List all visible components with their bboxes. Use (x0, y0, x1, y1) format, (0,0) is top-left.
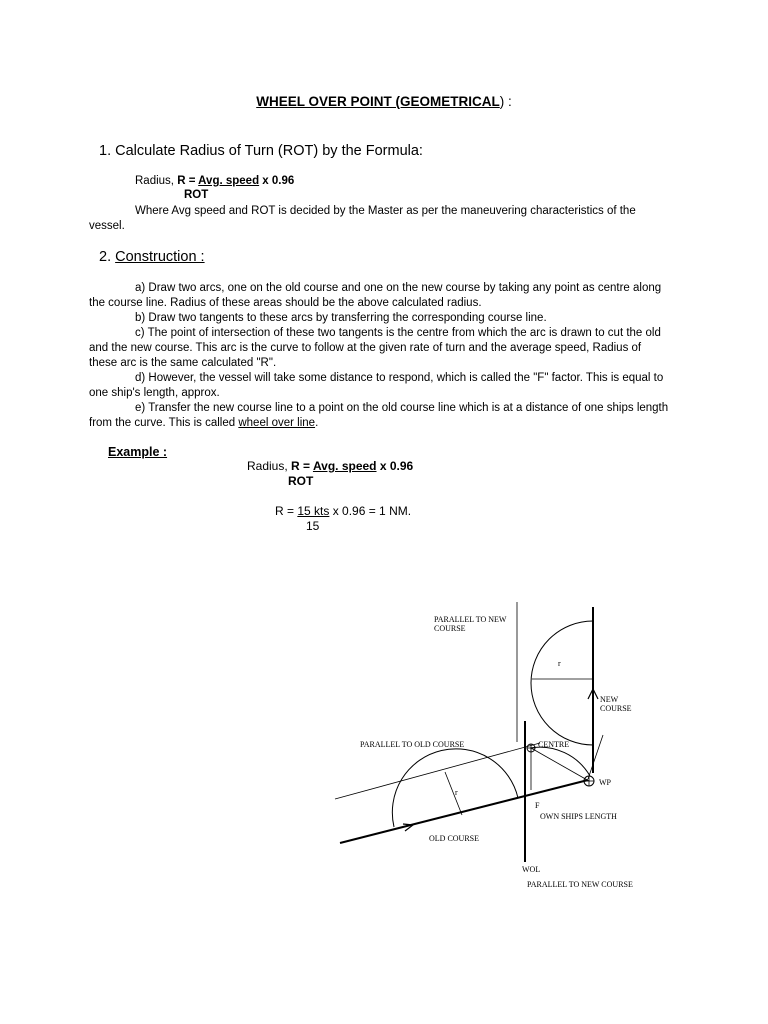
example-calculation: R = 15 kts x 0.96 = 1 NM. (275, 504, 412, 518)
label-r-top: r (558, 659, 561, 668)
centre-radius-wp (531, 748, 589, 781)
step1-formula: Radius, R = Avg. speed x 0.96 (135, 175, 295, 187)
label-own-ship-length: OWN SHIPS LENGTH (540, 812, 617, 821)
example-calculation-denominator: 15 (306, 519, 320, 533)
label-parallel-new-2: COURSE (434, 624, 466, 633)
construction-step-c: c) The point of intersection of these two tangents is the centre from which the arc is drawn to cut the old and the new course. This arc is the curve to follow at the given rate of turn and the average speed, Radius of these arc is the same calculated "R". (89, 327, 661, 369)
step1-formula-denominator: ROT (184, 189, 209, 201)
label-r-bottom: r (455, 788, 458, 797)
example-heading: Example : (108, 445, 168, 459)
label-new-course-2: COURSE (600, 704, 632, 713)
turning-curve (530, 747, 590, 776)
step1-note: Where Avg speed and ROT is decided by the Master as per the maneuvering characteristics of the vessel. (89, 205, 636, 232)
example-formula: Radius, R = Avg. speed x 0.96 (247, 459, 414, 473)
example-formula-denominator: ROT (288, 474, 314, 488)
label-centre: CENTRE (538, 740, 570, 749)
construction-step-e: e) Transfer the new course line to a point on the old course line which is at a distance of one ships length from the curve. This is called wheel over line. (89, 402, 669, 429)
label-parallel-old: PARALLEL TO OLD COURSE (360, 740, 465, 749)
label-old-course: OLD COURSE (429, 834, 480, 843)
construction-step-d: d) However, the vessel will take some distance to respond, which is called the "F" factor. This is equal to one ship's length, approx. (89, 372, 664, 399)
construction-step-b: b) Draw two tangents to these arcs by transferring the corresponding course line. (135, 312, 547, 324)
construction-step-a: a) Draw two arcs, one on the old course and one on the new course by taking any point as centre along the course line. Radius of these areas should be the above calculated radius. (89, 282, 662, 309)
label-wp: WP (599, 778, 611, 787)
wheel-over-line-term: wheel over line (238, 417, 316, 429)
new-course-arc (531, 621, 593, 745)
label-parallel-new-bottom: PARALLEL TO NEW COURSE (527, 880, 633, 889)
label-new-course: NEW (600, 695, 619, 704)
old-course-radius (445, 772, 462, 815)
step2-heading: 2. Construction : (99, 249, 205, 265)
label-f: F (535, 801, 540, 810)
label-wol: WOL (522, 865, 541, 874)
label-parallel-new: PARALLEL TO NEW (434, 615, 507, 624)
new-course-to-wp (588, 735, 603, 779)
step1-heading: 1. Calculate Radius of Turn (ROT) by the Formula: (99, 143, 423, 159)
page-title: WHEEL OVER POINT (GEOMETRICAL) : (256, 94, 512, 109)
